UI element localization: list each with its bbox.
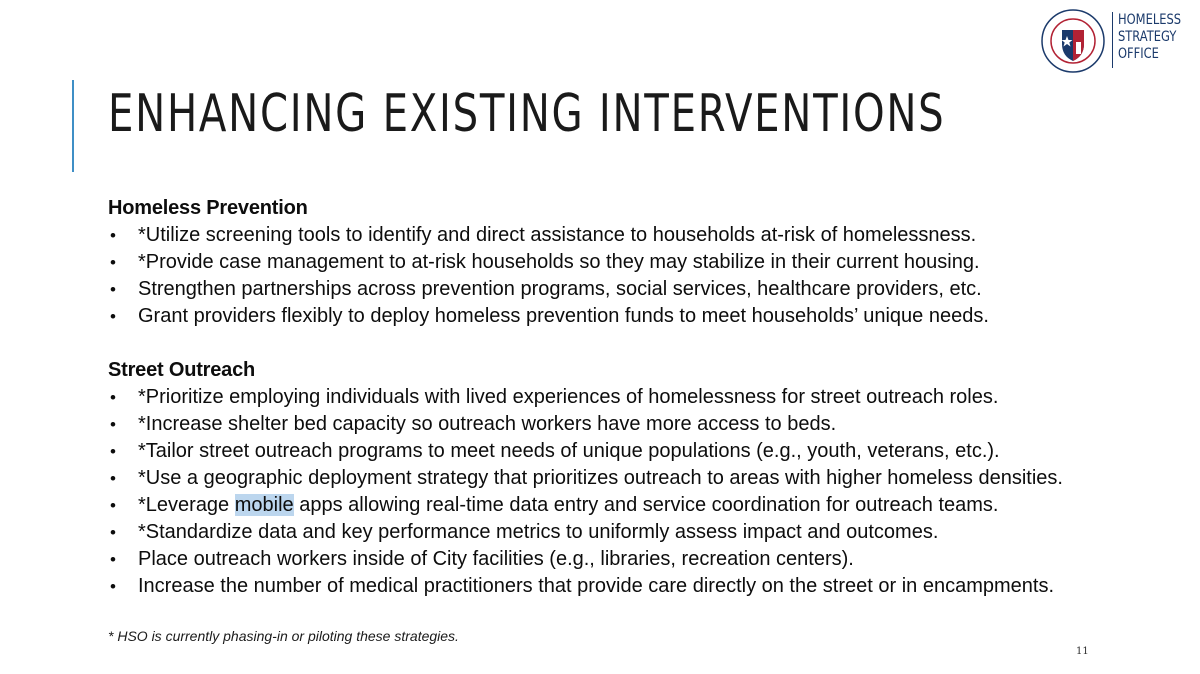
list-item: • *Tailor street outreach programs to meet needs of unique populations (e.g., youth, veterans, etc.). [108,438,1063,465]
logo-text [1118,12,1181,63]
list-item: • *Utilize screening tools to identify and direct assistance to households at-risk of homelessness. [108,222,989,249]
list-item: • Increase the number of medical practitioners that provide care directly on the street or in encampments. [108,573,1063,600]
page-title: ENHANCING EXISTING INTERVENTIONS [108,84,946,144]
footnote: * HSO is currently phasing-in or piloting these strategies. [108,628,459,644]
bullet-list [108,222,989,330]
list-item: • Grant providers flexibly to deploy homeless prevention funds to meet households’ unique needs. [108,303,989,330]
list-item: • Place outreach workers inside of City facilities (e.g., libraries, recreation centers). [108,546,1063,573]
homeless-strategy-office-logo [1040,8,1190,72]
homeless-prevention-section [108,195,989,330]
list-item: • *Prioritize employing individuals with lived experiences of homelessness for street outreach roles. [108,384,1063,411]
logo-line-1: HOMELESS [1118,12,1182,28]
logo-line-2: STRATEGY [1118,29,1177,45]
list-item [108,492,1063,519]
street-outreach-section [108,357,1063,600]
text-segment: apps allowing real-time data entry and service coordination for outreach teams. [293,494,999,516]
list-item: • *Standardize data and key performance metrics to uniformly assess impact and outcomes. [108,519,1063,546]
section-heading: Street Outreach [108,359,256,381]
logo-line-3: OFFICE [1118,46,1159,62]
city-of-austin-seal-icon [1040,8,1106,74]
bullet-list [108,384,1063,600]
title-accent-bar [72,80,74,172]
list-item: • *Use a geographic deployment strategy that prioritizes outreach to areas with higher homeless densities. [108,465,1063,492]
section-heading: Homeless Prevention [108,197,308,219]
list-item: • *Provide case management to at-risk households so they may stabilize in their current housing. [108,249,989,276]
text-segment: *Leverage [138,494,235,516]
list-item: • *Increase shelter bed capacity so outreach workers have more access to beds. [108,411,1063,438]
page-number: 11 [1076,646,1089,657]
list-item: • Strengthen partnerships across prevention programs, social services, healthcare providers, etc. [108,276,989,303]
logo-divider [1112,12,1113,68]
selected-word-highlight[interactable]: mobile [234,494,294,516]
